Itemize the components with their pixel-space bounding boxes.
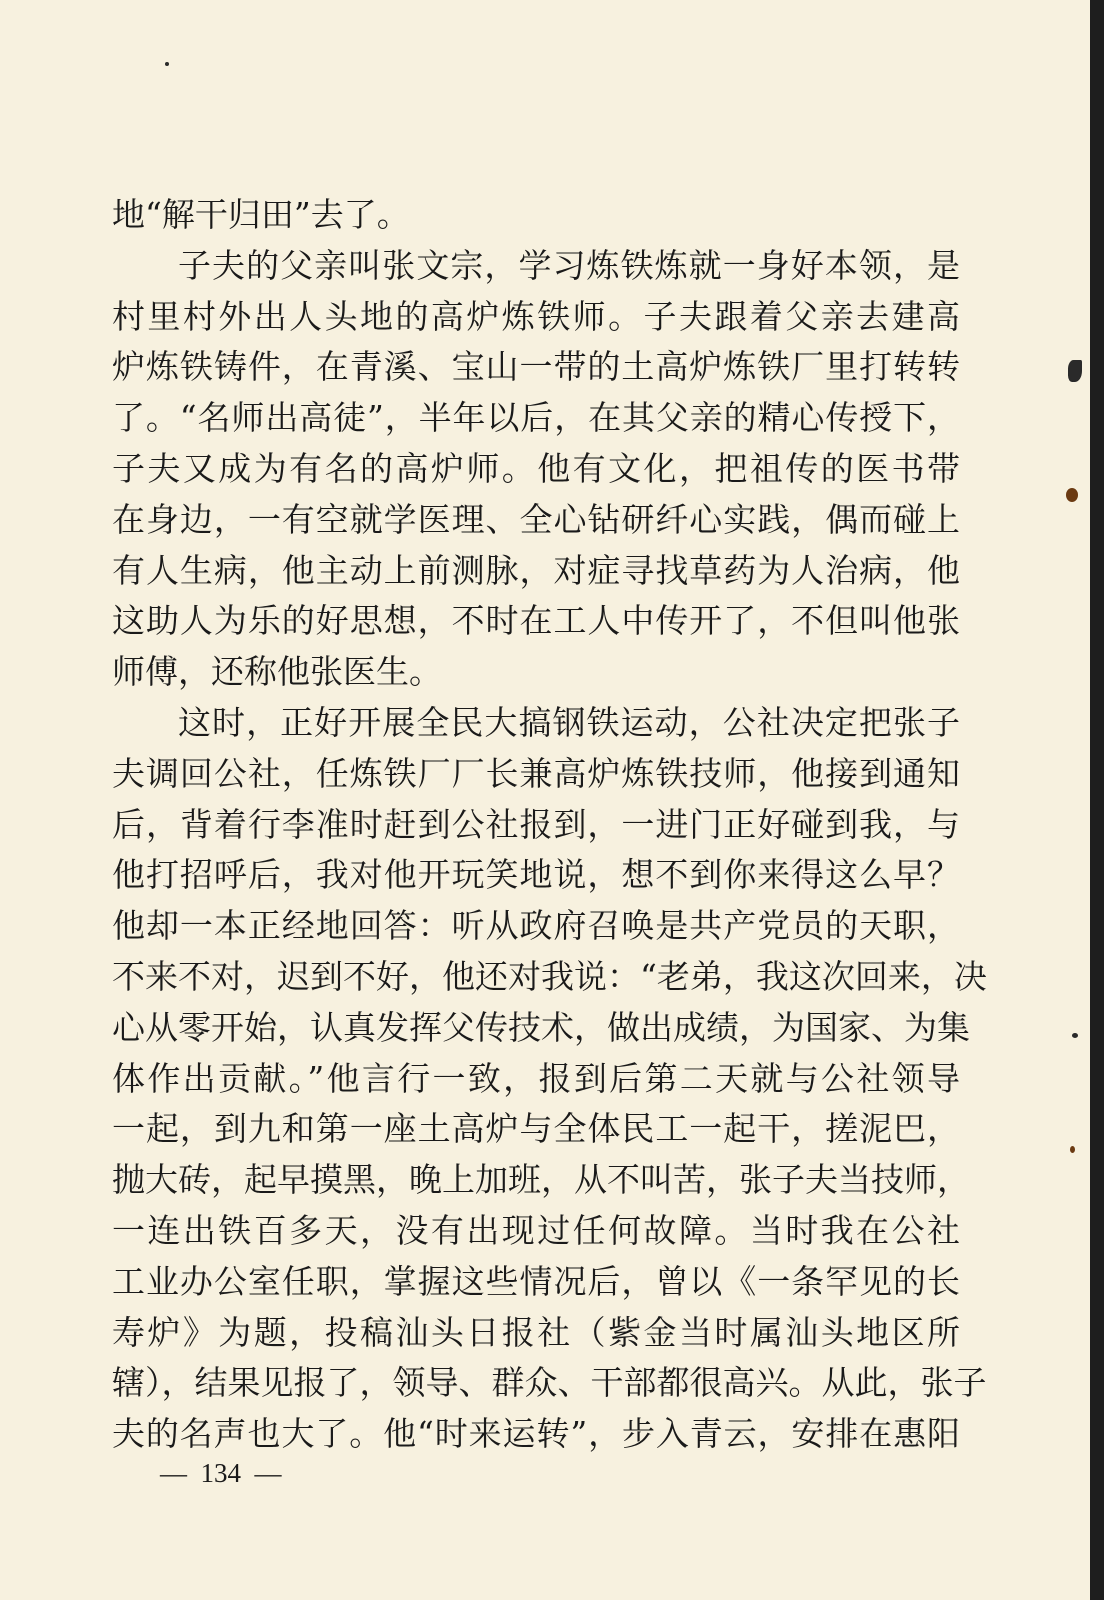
text-line: 这助人为乐的好思想，不时在工人中传开了，不但叫他张 [112,601,960,641]
text-line: 后，背着行李准时赶到公社报到，一进门正好碰到我，与 [112,804,960,844]
text-line: 一起，到九和第一座土高炉与全体民工一起干，搓泥巴， [112,1109,960,1149]
text-line: 子夫又成为有名的高炉师。他有文化，把祖传的医书带 [112,448,960,488]
text-line: 一连出铁百多天，没有出现过任何故障。当时我在公社 [112,1210,960,1250]
body-text [112,190,987,1460]
paper-speck [1072,1033,1078,1038]
text-line: 体作出贡献。”他言行一致，报到后第二天就与公社领导 [112,1058,960,1098]
text-line: 师傅，还称他张医生。 [112,652,442,692]
text-line: 夫调回公社，任炼铁厂厂长兼高炉炼铁技师，他接到通知 [112,753,960,793]
text-line: 在身边，一有空就学医理、全心钻研纤心实践，偶而碰上 [112,499,960,539]
text-line: 心从零开始，认真发挥父传技术，做出成绩，为国家、为集 [112,1007,970,1047]
text-line: 地“解干归田”去了。 [112,195,410,234]
paper-speck [1066,488,1078,502]
text-line: 子夫的父亲叫张文宗，学习炼铁炼就一身好本领，是 [178,245,960,285]
paper-speck [1070,1146,1075,1153]
page-number: — 134 — [160,1458,282,1488]
paper-speck [165,62,169,66]
text-line: 这时，正好开展全民大搞钢铁运动，公社决定把张子 [178,702,960,742]
text-line: 村里村外出人头地的高炉炼铁师。子夫跟着父亲去建高 [112,296,960,336]
text-line: 夫的名声也大了。他“时来运转”，步入青云，安排在惠阳 [112,1414,960,1454]
text-line: 他打招呼后，我对他开玩笑地说，想不到你来得这么早？ [112,855,960,895]
text-line: 辖），结果见报了，领导、群众、干部都很高兴。从此，张子 [112,1363,987,1403]
text-line: 他却一本正经地回答：听从政府召唤是共产党员的天职， [112,906,960,946]
paper-speck [1068,360,1082,382]
text-line: 炉炼铁铸件，在青溪、宝山一带的土高炉炼铁厂里打转转 [112,347,960,387]
text-line: 抛大砖，起早摸黑，晚上加班，从不叫苦，张子夫当技师， [112,1160,970,1200]
text-line: 寿炉》为题，投稿汕头日报社（紫金当时属汕头地区所 [112,1312,960,1352]
scan-edge [1090,0,1104,1600]
text-line: 不来不对，迟到不好，他还对我说：“老弟，我这次回来，决 [112,956,987,996]
text-line: 了。“名师出高徒”，半年以后，在其父亲的精心传授下， [112,398,960,438]
text-line: 有人生病，他主动上前测脉，对症寻找草药为人治病，他 [112,550,960,590]
text-line: 工业办公室任职，掌握这些情况后，曾以《一条罕见的长 [112,1261,960,1301]
